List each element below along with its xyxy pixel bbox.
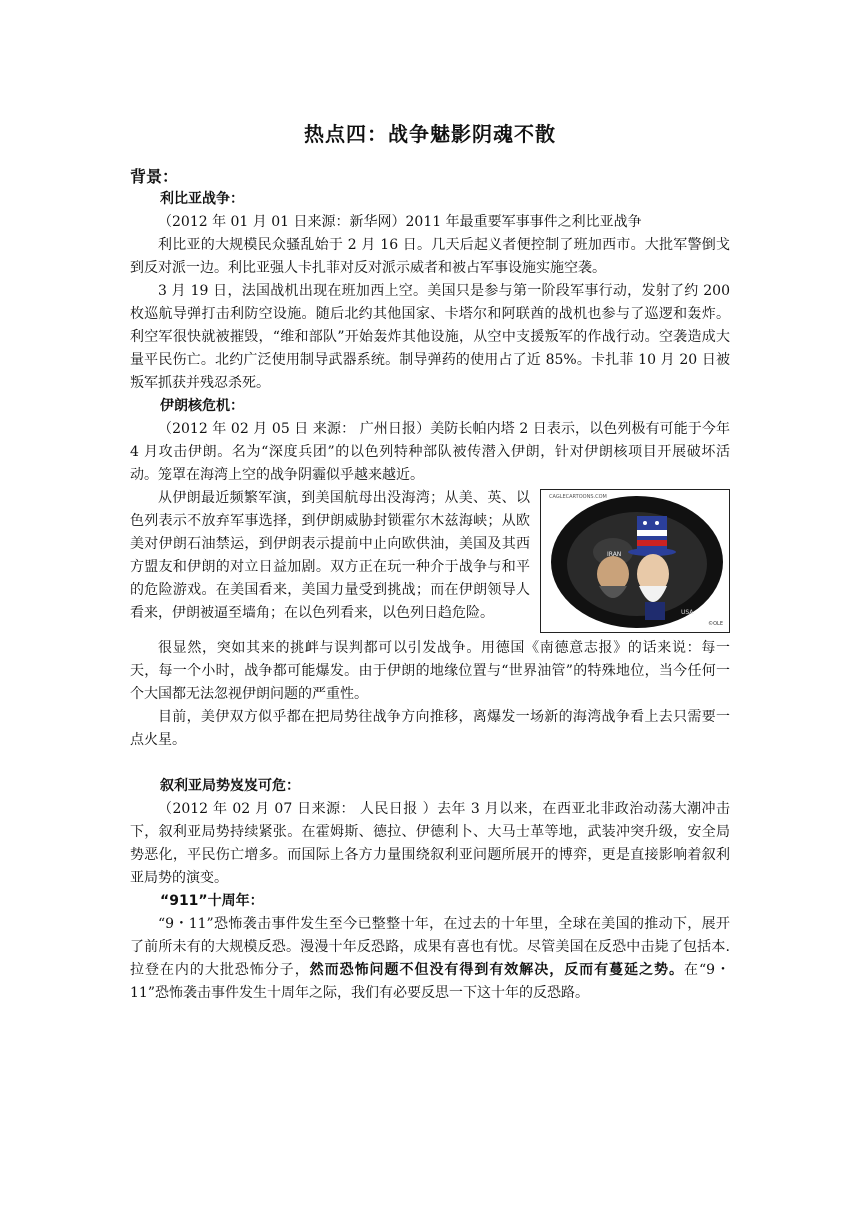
syria-heading: 叙利亚局势岌岌可危： — [160, 778, 300, 794]
cartoon-signature: ©OLE — [708, 621, 723, 627]
nine-eleven-text-a: “9・11”恐怖袭击事件发生至今已整整十年，在过去的十年里，全球在美国的推动下，展开了前所未有的大规模反恐。漫漫十年反恐路，成果有喜也有忧。尽管美国在反恐中击毙了包括本.拉登在内的大批恐怖分子， — [130, 916, 730, 978]
document-body — [130, 188, 730, 1005]
syria-para-1: （2012 年 02 月 07 日来源： 人民日报 ）去年 3 月以来，在西亚北非政治动荡大潮冲击下，叙利亚局势持续紧张。在霍姆斯、德拉、伊德利卜、大马士革等地，武装冲突升级，安全局势恶化，平民伤亡增多。而国际上各方力量围绕叙利亚问题所展开的博弈，更是直接影响着叙利亚局势的演变。 — [130, 801, 730, 886]
iran-para-1: （2012 年 02 月 05 日 来源： 广州日报）美防长帕内塔 2 日表示，以色列极有可能于今年 4 月攻击伊朗。名为“深度兵团”的以色列特种部队被传潜入伊朗，针对伊朗核项目开展破坏活动。笼罩在海湾上空的战争阴霾似乎越来越近。 — [130, 421, 730, 483]
background-heading: 背景： — [130, 167, 179, 186]
cartoon-illustration — [541, 490, 729, 632]
nine-eleven-text-bold: 然而恐怖问题不但没有得到有效解决，反而有蔓延之势。 — [309, 962, 684, 978]
nine-eleven-heading: “911”十周年： — [160, 893, 264, 909]
page-title: 热点四：战争魅影阴魂不散 — [304, 122, 556, 146]
iran-para-4: 目前，美伊双方似乎都在把局势往战争方向推移，离爆发一场新的海湾战争看上去只需要一点火星。 — [130, 709, 730, 748]
iran-cartoon-section — [130, 487, 730, 637]
cartoon-label-iran: IRAN — [607, 551, 622, 558]
libya-para-1: （2012 年 01 月 01 日来源：新华网）2011 年最重要军事事件之利比亚战争 — [158, 214, 642, 230]
iran-heading: 伊朗核危机： — [160, 398, 244, 414]
iran-para-2: 从伊朗最近频繁军演，到美国航母出没海湾；从美、英、以色列表示不放弃军事选择，到伊朗威胁封锁霍尔木兹海峡；从欧美对伊朗石油禁运，到伊朗表示提前中止向欧供油，美国及其西方盟友和伊朗的对立日益加剧。双方正在玩一种介于战争与和平的危险游戏。在美国看来，美国力量受到挑战；而在伊朗领导人看来，伊朗被逼至墙角；在以色列看来，以色列日趋危险。 — [130, 490, 530, 621]
iran-para-3: 很显然，突如其来的挑衅与误判都可以引发战争。用德国《南德意志报》的话来说：每一天，每一个小时，战争都可能爆发。由于伊朗的地缘位置与“世界油管”的特殊地位，当今任何一个大国都无法忽视伊朗问题的严重性。 — [130, 640, 730, 702]
cartoon-label-usa: USA — [681, 609, 694, 616]
iran-usa-cartoon-image — [540, 489, 730, 633]
libya-para-2: 利比亚的大规模民众骚乱始于 2 月 16 日。几天后起义者便控制了班加西市。大批军警倒戈到反对派一边。利比亚强人卡扎菲对反对派示威者和被占军事设施实施空袭。 — [130, 237, 730, 276]
nine-eleven-text-c: 在“9・11”恐怖袭击事件发生十周年之际，我们有必要反思一下这十年的反恐路。 — [130, 962, 730, 1001]
libya-heading: 利比亚战争： — [160, 191, 244, 207]
section-spacer — [130, 752, 730, 775]
cartoon-credit: CAGLECARTOONS.COM — [549, 494, 607, 500]
libya-para-3: 3 月 19 日，法国战机出现在班加西上空。美国只是参与第一阶段军事行动，发射了约 200 枚巡航导弹打击利防空设施。随后北约其他国家、卡塔尔和阿联酋的战机也参与了巡逻和轰炸。利空军很快就被摧毁，“维和部队”开始轰炸其他设施，从空中支援叛军的作战行动。空袭造成大量平民伤亡。北约广泛使用制导武器系统。制导弹药的使用占了近 85%。卡扎菲 10 月 20 日被叛军抓获并残忍杀死。 — [130, 283, 730, 391]
nine-eleven-para-1 — [130, 913, 730, 1005]
